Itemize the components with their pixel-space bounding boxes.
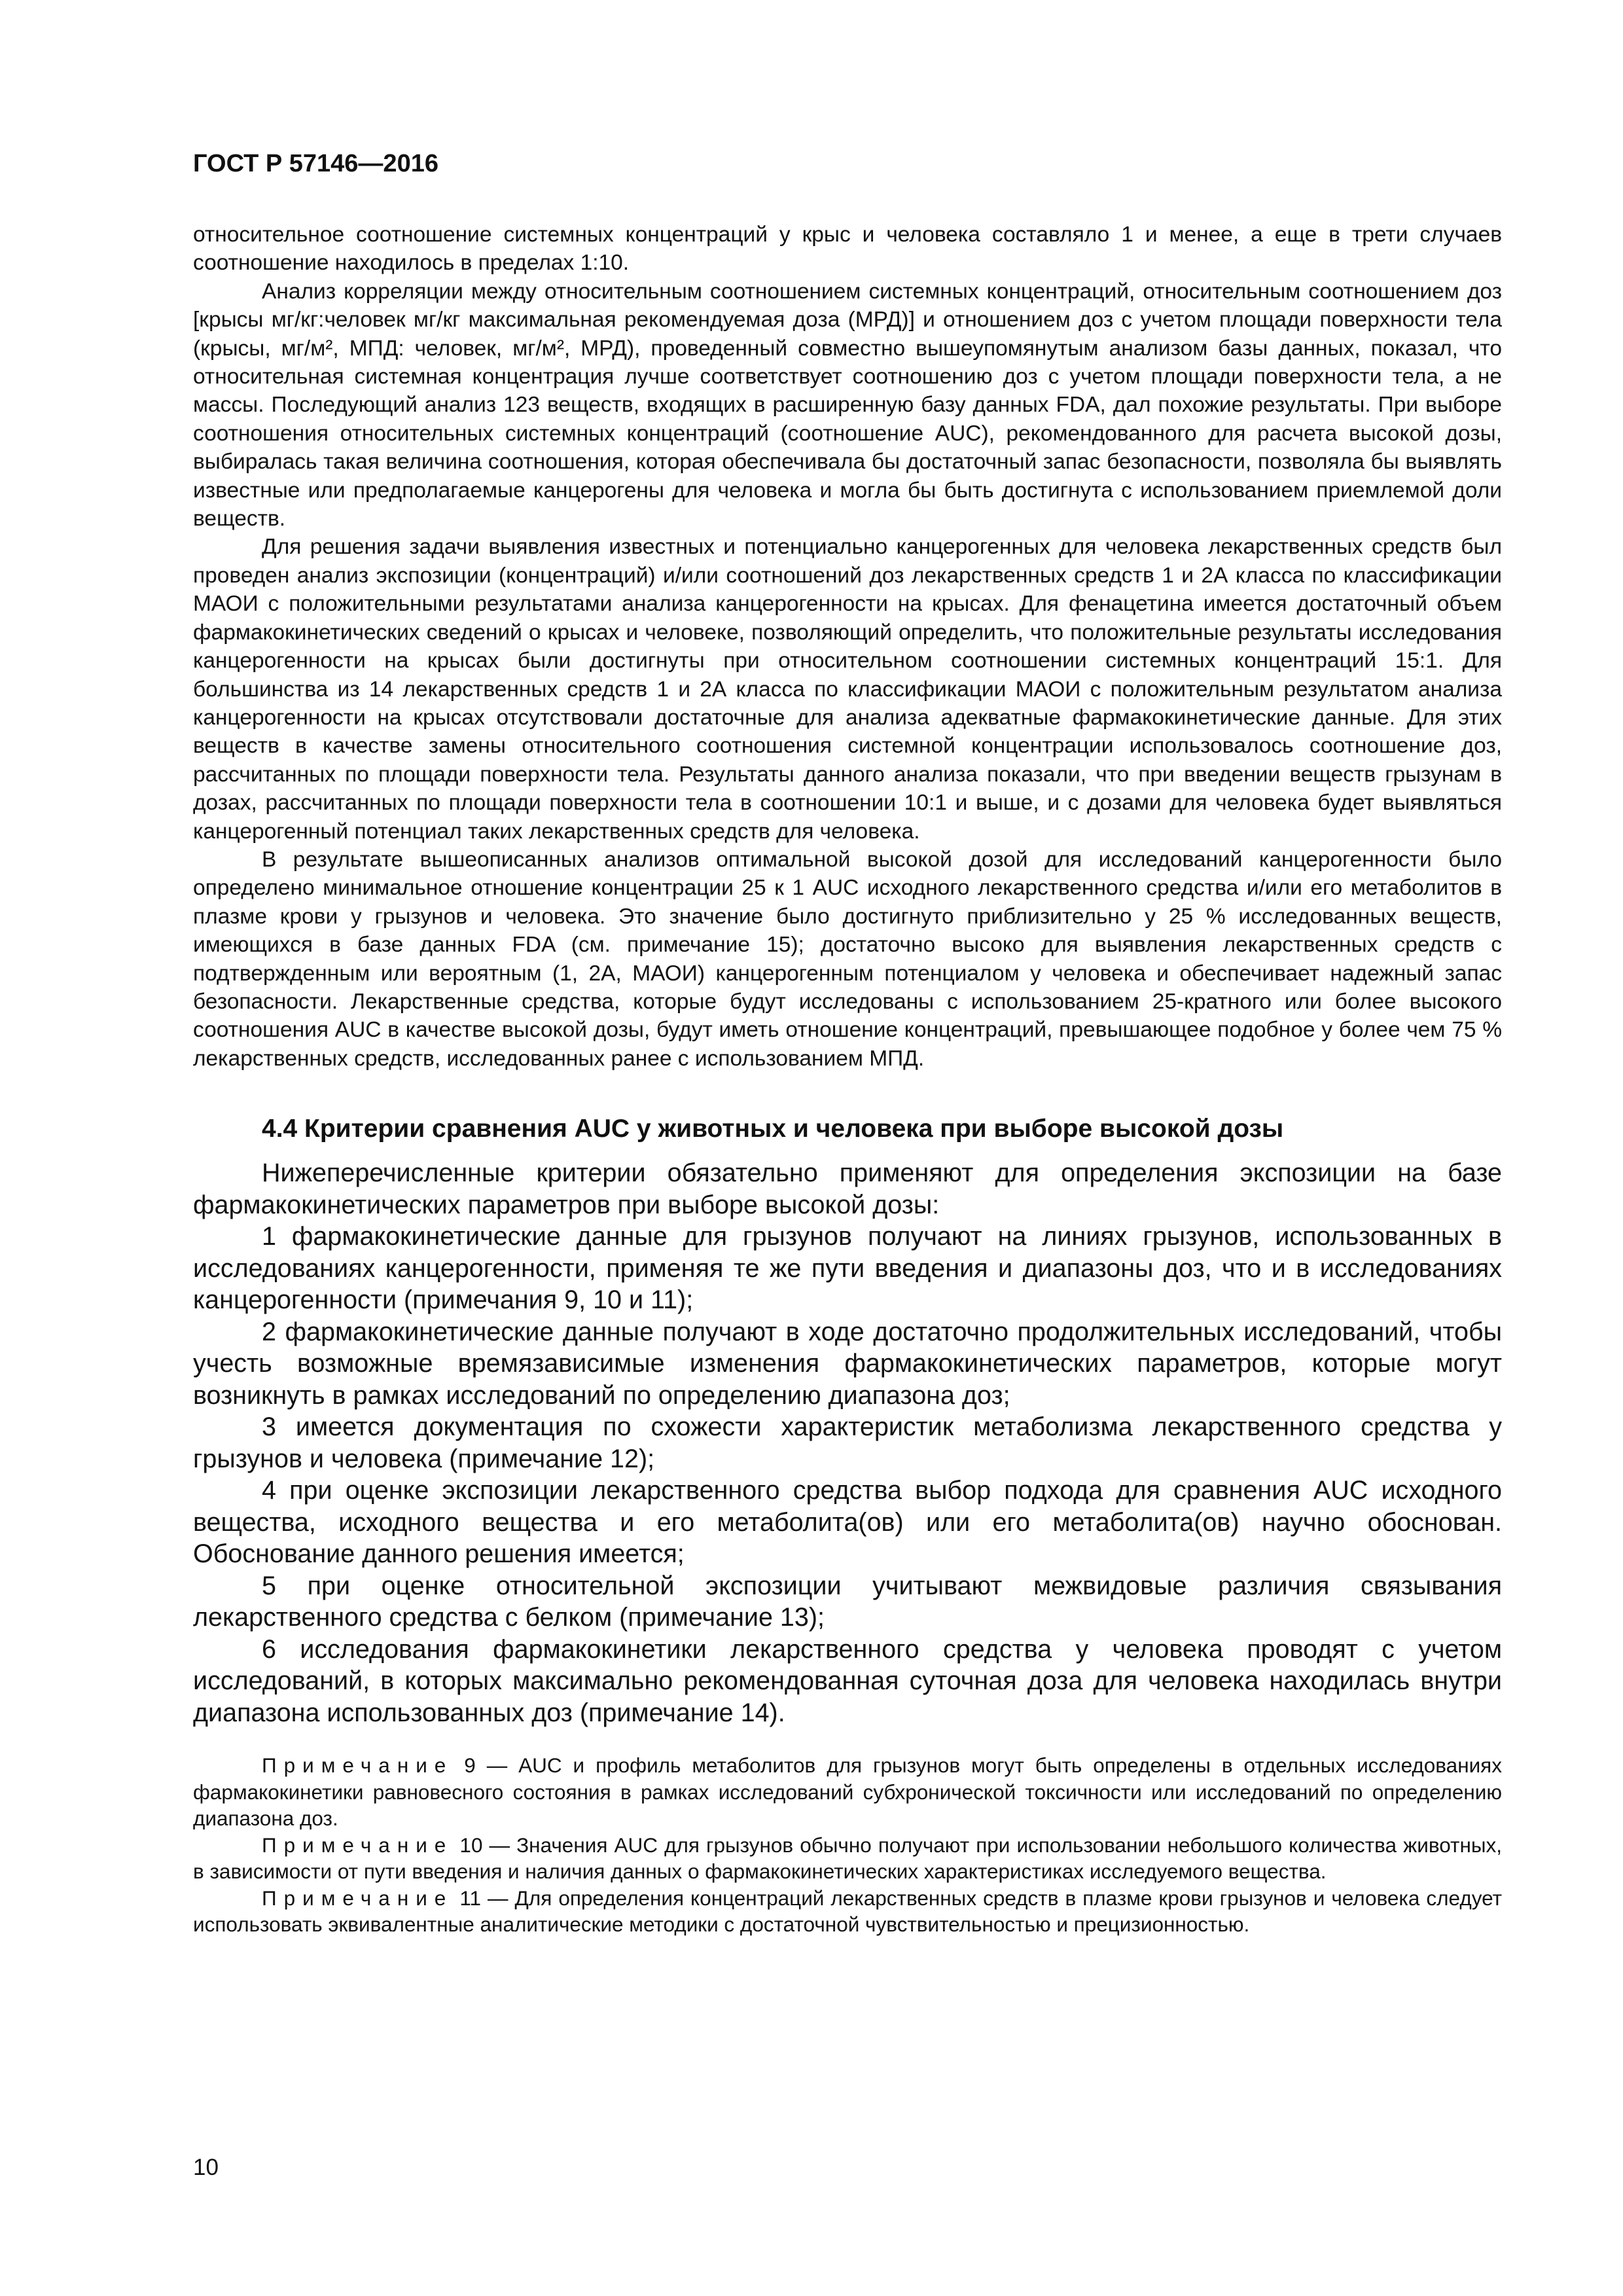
criterion-item: 6 исследования фармакокинетики лекарственного средства у человека проводят с учетом исследований, в которых максимально рекомендованная суточная доза для человека находилась внутри диапазона использованных доз (примечание 14). xyxy=(193,1634,1502,1727)
note-text: 11 — Для определения концентраций лекарственных средств в плазме крови грызунов и человека следует использовать эквивалентные аналитические методики с достаточной чувствительностью и прецизионностью. xyxy=(193,1886,1502,1937)
criteria-intro: Нижеперечисленные критерии обязательно применяют для определения экспозиции на базе фармакокинетических параметров при выборе высокой дозы: xyxy=(193,1158,1502,1219)
document-page xyxy=(193,147,1502,1938)
criteria-list xyxy=(193,1157,1502,1729)
criterion-item: 1 фармакокинетические данные для грызунов получают на линиях грызунов, использованных в исследованиях канцерогенности, применяя те же пути введения и диапазоны доз, что и в исследованиях канцерогенности (примечания 9, 10 и 11); xyxy=(193,1222,1502,1315)
note-text: 9 — AUC и профиль метаболитов для грызунов могут быть определены в отдельных исследованиях фармакокинетики равновесного состояния в рамках исследований субхронической токсичности или исследований по определению диапазона доз. xyxy=(193,1753,1502,1831)
body-text xyxy=(193,221,1502,1073)
section-heading: 4.4 Критерии сравнения AUC у животных и человека при выборе высокой дозы xyxy=(262,1115,1284,1143)
page-number: 10 xyxy=(193,2155,219,2180)
notes xyxy=(193,1752,1502,1938)
note-label: Примечание xyxy=(262,1886,454,1910)
note xyxy=(193,1832,1502,1885)
criterion-item: 4 при оценке экспозиции лекарственного средства выбор подхода для сравнения AUC исходного вещества, исходного вещества и его метаболита(ов) или его метаболита(ов) научно обоснован. Обоснование данного решения имеется; xyxy=(193,1476,1502,1569)
note-text: 10 — Значения AUC для грызунов обычно получают при использовании небольшого количества животных, в зависимости от пути введения и наличия данных о фармакокинетических характеристиках исследуемого вещества. xyxy=(193,1833,1502,1884)
note-label: Примечание xyxy=(262,1753,454,1778)
criterion-item: 3 имеется документация по схожести характеристик метаболизма лекарственного средства у грызунов и человека (примечание 12); xyxy=(193,1412,1502,1473)
note-label: Примечание xyxy=(262,1833,454,1857)
criterion-item: 5 при оценке относительной экспозиции учитывают межвидовые различия связывания лекарственного средства с белком (примечание 13); xyxy=(193,1571,1502,1632)
paragraph: В результате вышеописанных анализов оптимальной высокой дозой для исследований канцерогенности было определено минимальное отношение концентрации 25 к 1 AUC исходного лекарственного средства и/или его метаболитов в плазме крови у грызунов и человека. Это значение было достигнуто приблизительно у 25 % исследованных веществ, имеющихся в базе данных FDA (см. примечание 15); достаточно высоко для выявления лекарственных средств с подтвержденным или вероятным (1, 2А, МАОИ) канцерогенным потенциалом у человека и обеспечивает надежный запас безопасности. Лекарственные средства, которые будут исследованы с использованием 25-кратного или более высокого соотношения AUC в качестве высокой дозы, будут иметь отношение концентраций, превышающее подобное у более чем 75 % лекарственных средств, исследованных ранее с использованием МПД. xyxy=(193,847,1502,1071)
paragraph: Анализ корреляции между относительным соотношением системных концентраций, относительным соотношением доз [крысы мг/кг:человек мг/кг максимальная рекомендуемая доза (МРД)] и отношением доз с учетом площади поверхности тела (крысы, мг/м², МПД: человек, мг/м², МРД), проведенный совместно вышеупомянутым анализом базы данных, показал, что относительная системная концентрация лучше соответствует соотношению доз с учетом площади поверхности тела, а не массы. Последующий анализ 123 веществ, входящих в расширенную базу данных FDA, дал похожие результаты. При выборе соотношения относительных системных концентраций (соотношение AUC), рекомендованного для расчета высокой дозы, выбиралась такая величина соотношения, которая обеспечивала бы достаточный запас безопасности, позволяла бы выявлять известные или предполагаемые канцерогены для человека и могла бы быть достигнута с использованием приемлемой доли веществ. xyxy=(193,279,1502,531)
document-header: ГОСТ Р 57146—2016 xyxy=(193,150,438,177)
criterion-item: 2 фармакокинетические данные получают в ходе достаточно продолжительных исследований, чтобы учесть возможные времязависимые изменения фармакокинетических параметров, которые могут возникнуть в рамках исследований по определению диапазона доз; xyxy=(193,1317,1502,1410)
paragraph: Для решения задачи выявления известных и потенциально канцерогенных для человека лекарственных средств был проведен анализ экспозиции (концентраций) и/или соотношений доз лекарственных средств 1 и 2А класса по классификации МАОИ с положительными результатами анализа канцерогенности на крысах. Для фенацетина имеется достаточный объем фармакокинетических сведений о крысах и человеке, позволяющий определить, что положительные результаты исследования канцерогенности на крысах были достигнуты при относительном соотношении системных концентраций 15:1. Для большинства из 14 лекарственных средств 1 и 2А класса по классификации МАОИ с положительным результатом анализа канцерогенности на крысах отсутствовали достаточные для анализа адекватные фармакокинетические данные. Для этих веществ в качестве замены относительного соотношения системной концентрации использовалось соотношение доз, рассчитанных по площади поверхности тела. Результаты данного анализа показали, что при введении веществ грызунам в дозах, рассчитанных по площади поверхности тела в соотношении 10:1 и выше, и с дозами для человека будет выявляться канцерогенный потенциал таких лекарственных средств для человека. xyxy=(193,535,1502,844)
note xyxy=(193,1885,1502,1938)
paragraph: относительное соотношение системных концентраций у крыс и человека составляло 1 и менее, а еще в трети случаев соотношение находилось в пределах 1:10. xyxy=(193,223,1502,276)
note xyxy=(193,1752,1502,1832)
